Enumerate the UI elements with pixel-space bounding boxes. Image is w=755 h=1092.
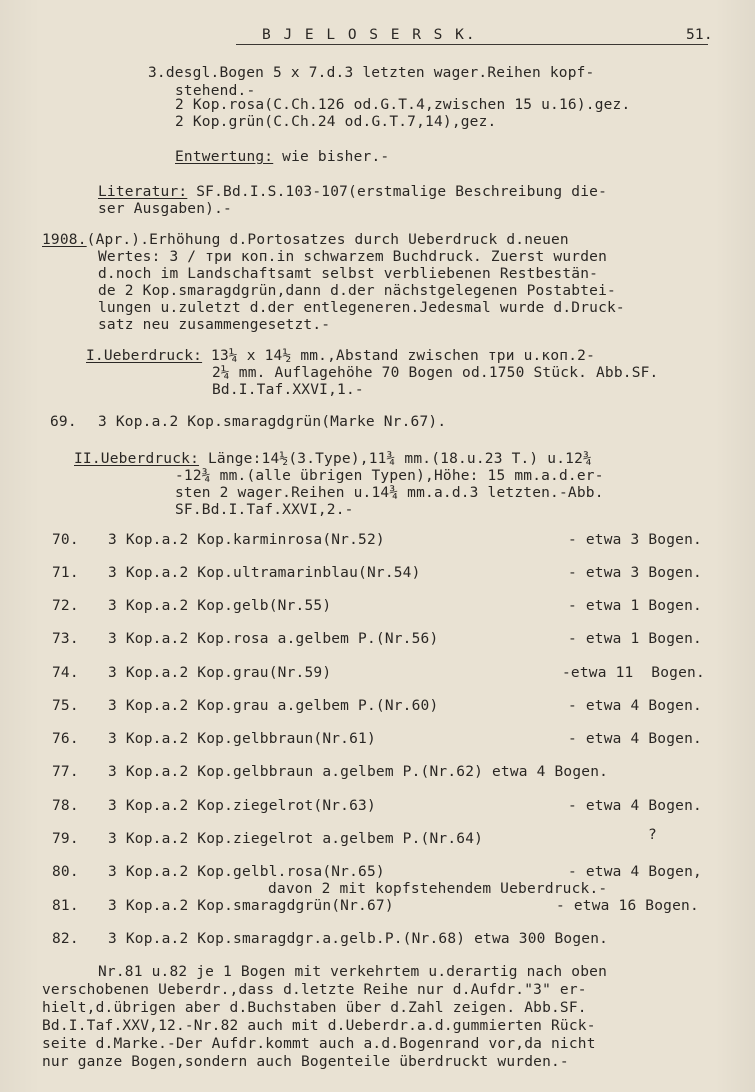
year-1908-line-3: d.noch im Landschaftsamt selbst verbliebenen Restbestän- [98, 266, 599, 282]
entry-text: 3 Kop.a.2 Kop.smaragdgr.a.gelb.P.(Nr.68) etwa 300 Bogen. [108, 931, 609, 947]
closing-line-1: Nr.81 u.82 je 1 Bogen mit verkehrtem u.derartig nach oben [98, 964, 607, 980]
ueberdruck-1-line-3: Bd.I.Taf.XXVI,1.- [212, 382, 364, 398]
ueberdruck-1-text-1: 13¼ x 14½ mm.,Abstand zwischen три u.коп.2- [202, 348, 596, 364]
entry-text: 3 Kop.a.2 Kop.karminrosa(Nr.52) [108, 532, 385, 548]
literatur-line-2: ser Ausgaben).- [98, 201, 232, 217]
intro-line-1: 3.desgl.Bogen 5 x 7.d.3 letzten wager.Reihen kopf- [148, 65, 595, 81]
entry-69-number: 69. [50, 414, 77, 430]
entry-number: 71. [52, 565, 79, 581]
year-1908-line-5: lungen u.zuletzt d.der entlegeneren.Jedesmal wurde d.Druck- [98, 300, 625, 316]
entry-quantity: - etwa 4 Bogen. [568, 798, 702, 814]
entry-number: 81. [52, 898, 79, 914]
entry-number: 82. [52, 931, 79, 947]
entry-quantity: - etwa 3 Bogen. [568, 532, 702, 548]
entry-text: 3 Kop.a.2 Kop.ziegelrot(Nr.63) [108, 798, 376, 814]
entwertung-line [175, 148, 389, 166]
entry-text: 3 Kop.a.2 Kop.grau a.gelbem P.(Nr.60) [108, 698, 439, 714]
ueberdruck-1-line-2: 2¼ mm. Auflagehöhe 70 Bogen od.1750 Stück. Abb.SF. [212, 365, 659, 381]
closing-line-3: hielt,d.übrigen aber d.Buchstaben über d.Zahl zeigen. Abb.SF. [42, 1000, 587, 1016]
closing-line-6: nur ganze Bogen,sondern auch Bogenteile überdruckt wurden.- [42, 1054, 569, 1070]
entry-text: 3 Kop.a.2 Kop.gelbl.rosa(Nr.65) [108, 864, 385, 880]
entry-number: 74. [52, 665, 79, 681]
entry-text: 3 Kop.a.2 Kop.gelbbraun(Nr.61) [108, 731, 376, 747]
ueberdruck-1-line-1 [86, 347, 595, 365]
year-1908-text-1: (Apr.).Erhöhung d.Portosatzes durch Ueberdruck d.neuen [86, 232, 569, 248]
entry-number: 72. [52, 598, 79, 614]
header-rule [236, 44, 708, 45]
entry-quantity: - etwa 1 Bogen. [568, 631, 702, 647]
entry-number: 73. [52, 631, 79, 647]
page-header-title: B J E L O S E R S K. [262, 27, 477, 43]
entry-quantity: ? [648, 827, 657, 843]
entry-number: 79. [52, 831, 79, 847]
entry-quantity: - etwa 3 Bogen. [568, 565, 702, 581]
entry-quantity: -etwa 11 Bogen. [562, 665, 705, 681]
entwertung-label: Entwertung: [175, 149, 274, 165]
ueberdruck-2-line-2: -12¾ mm.(alle übrigen Typen),Höhe: 15 mm.a.d.er- [175, 468, 604, 484]
entry-69-text: 3 Kop.a.2 Kop.smaragdgrün(Marke Nr.67). [98, 414, 447, 430]
entry-text: 3 Kop.a.2 Kop.ziegelrot a.gelbem P.(Nr.64) [108, 831, 484, 847]
ueberdruck-2-text-1: Länge:14½(3.Type),11¾ mm.(18.u.23 T.) u.12¾ [199, 451, 592, 467]
ueberdruck-2-line-1 [74, 450, 592, 468]
intro-line-2: stehend.- [175, 83, 256, 99]
entry-number: 75. [52, 698, 79, 714]
entry-80-subline: davon 2 mit kopfstehendem Ueberdruck.- [268, 881, 608, 897]
year-1908: 1908. [42, 232, 87, 248]
ueberdruck-1-label: I.Ueberdruck: [86, 348, 203, 364]
closing-line-5: seite d.Marke.-Der Aufdr.kommt auch a.d.Bogenrand vor,da nicht [42, 1036, 596, 1052]
closing-line-4: Bd.I.Taf.XXV,12.-Nr.82 auch mit d.Ueberdr.a.d.gummierten Rück- [42, 1018, 596, 1034]
entry-number: 80. [52, 864, 79, 880]
intro-line-4: 2 Kop.grün(C.Ch.24 od.G.T.7,14),gez. [175, 114, 497, 130]
entry-number: 78. [52, 798, 79, 814]
entry-text: 3 Kop.a.2 Kop.ultramarinblau(Nr.54) [108, 565, 421, 581]
entry-number: 76. [52, 731, 79, 747]
entry-text: 3 Kop.a.2 Kop.gelb(Nr.55) [108, 598, 332, 614]
entry-text: 3 Kop.a.2 Kop.grau(Nr.59) [108, 665, 332, 681]
entry-number: 70. [52, 532, 79, 548]
entwertung-text: wie bisher.- [273, 149, 390, 165]
ueberdruck-2-line-4: SF.Bd.I.Taf.XXVI,2.- [175, 502, 354, 518]
entry-text: 3 Kop.a.2 Kop.smaragdgrün(Nr.67) [108, 898, 394, 914]
entry-number: 77. [52, 764, 79, 780]
year-1908-line-6: satz neu zusammengesetzt.- [98, 317, 331, 333]
ueberdruck-2-line-3: sten 2 wager.Reihen u.14¾ mm.a.d.3 letzten.-Abb. [175, 485, 604, 501]
year-1908-line-1 [42, 231, 569, 249]
entry-quantity: - etwa 4 Bogen. [568, 698, 702, 714]
literatur-line-1 [98, 183, 607, 201]
literatur-text-1: SF.Bd.I.S.103-107(erstmalige Beschreibung die- [187, 184, 608, 200]
entry-quantity: - etwa 16 Bogen. [556, 898, 699, 914]
ueberdruck-2-label: II.Ueberdruck: [74, 451, 200, 467]
intro-line-3: 2 Kop.rosa(C.Ch.126 od.G.T.4,zwischen 15 u.16).gez. [175, 97, 631, 113]
entry-text: 3 Kop.a.2 Kop.gelbbraun a.gelbem P.(Nr.62) etwa 4 Bogen. [108, 764, 609, 780]
closing-line-2: verschobenen Ueberdr.,dass d.letzte Reihe nur d.Aufdr."3" er- [42, 982, 587, 998]
entry-quantity: - etwa 4 Bogen, [568, 864, 702, 880]
year-1908-line-2: Wertes: 3 / три коп.in schwarzem Buchdruck. Zuerst wurden [98, 249, 607, 265]
entry-quantity: - etwa 1 Bogen. [568, 598, 702, 614]
literatur-label: Literatur: [98, 184, 188, 200]
year-1908-line-4: de 2 Kop.smaragdgrün,dann d.der nächstgelegenen Postabtei- [98, 283, 616, 299]
page-number: 51. [686, 27, 713, 43]
entry-text: 3 Kop.a.2 Kop.rosa a.gelbem P.(Nr.56) [108, 631, 439, 647]
entry-quantity: - etwa 4 Bogen. [568, 731, 702, 747]
